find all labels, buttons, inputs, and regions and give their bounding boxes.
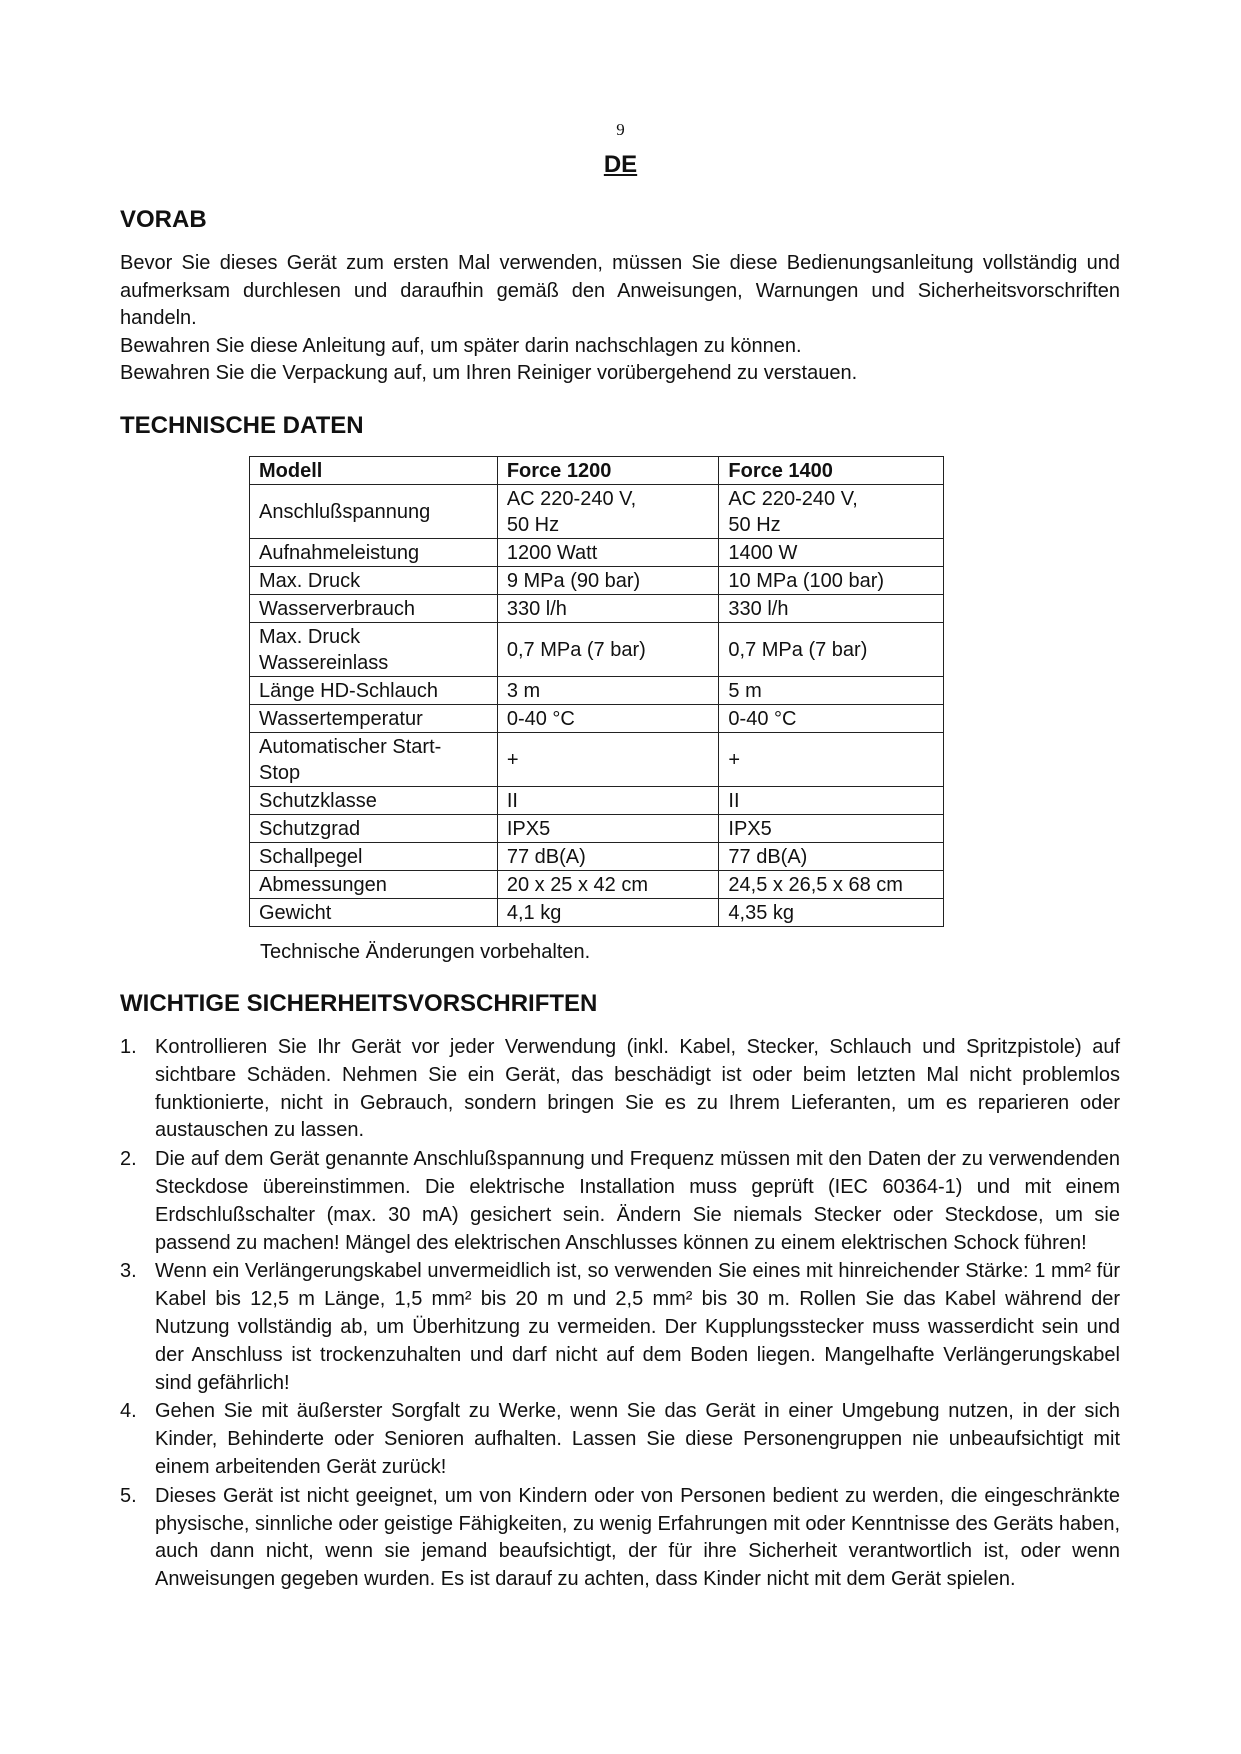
- table-cell: AC 220-240 V, 50 Hz: [497, 485, 719, 539]
- list-item-text: Wenn ein Verlängerungskabel unvermeidlich ist, so verwenden Sie eines mit hinreichender Stärke: 1 mm² für Kabel bis 12,5 m Länge, 1,5 mm² bis 20 m und 2,5 mm² bis 30 m. Rollen Sie das Kabel während der Nutzung vollständig ab, um Überhitzung zu vermeiden. Der Kupplungsstecker muss wasserdicht sein und der Anschluss ist trockenzuhalten und darf nicht auf dem Boden liegen. Mangelhafte Verlängerungskabel sind gefährlich!: [155, 1260, 1120, 1394]
- table-cell: 0,7 MPa (7 bar): [719, 623, 944, 677]
- table-cell: Max. Druck: [250, 567, 498, 595]
- table-cell: 0-40 °C: [497, 705, 719, 733]
- table-row: [250, 623, 944, 677]
- table-cell: 3 m: [497, 677, 719, 705]
- table-cell: 1200 Watt: [497, 539, 719, 567]
- language-code: DE: [603, 151, 638, 178]
- table-cell: 0-40 °C: [719, 705, 944, 733]
- list-item-text: Gehen Sie mit äußerster Sorgfalt zu Werke, wenn Sie das Gerät in einer Umgebung nutzen, in der sich Kinder, Behinderte oder Senioren aufhalten. Lassen Sie diese Personengruppen nie unbeaufsichtigt mit einem arbeitenden Gerät zurück!: [155, 1400, 1120, 1478]
- table-cell: II: [497, 787, 719, 815]
- section-heading-technical: TECHNISCHE DATEN: [120, 412, 364, 439]
- table-row: [250, 899, 944, 927]
- table-header-cell: Force 1200: [497, 457, 719, 485]
- list-item-number: 3.: [120, 1260, 137, 1283]
- intro-text: [120, 250, 1120, 388]
- table-cell: AC 220-240 V, 50 Hz: [719, 485, 944, 539]
- list-item-number: 4.: [120, 1400, 137, 1423]
- safety-list: [120, 1034, 1120, 1595]
- table-cell: II: [719, 787, 944, 815]
- table-cell: 1400 W: [719, 539, 944, 567]
- table-row: [250, 705, 944, 733]
- table-row: [250, 871, 944, 899]
- table-cell: Schutzklasse: [250, 787, 498, 815]
- table-cell: Schallpegel: [250, 843, 498, 871]
- section-heading-safety: WICHTIGE SICHERHEITSVORSCHRIFTEN: [120, 990, 598, 1017]
- table-cell: IPX5: [719, 815, 944, 843]
- list-item-text: Dieses Gerät ist nicht geeignet, um von Kindern oder von Personen bedient zu werden, die eingeschränkte physische, sinnliche oder geistige Fähigkeiten, zu wenig Erfahrungen mit oder Kenntnisse des Geräts haben, auch dann nicht, wenn sie jemand beaufsichtigt, der für ihre Sicherheit verantwortlich ist, oder wenn Anweisungen gegeben wurden. Es ist darauf zu achten, dass Kinder nicht mit dem Gerät spielen.: [155, 1484, 1121, 1591]
- table-cell: 24,5 x 26,5 x 68 cm: [719, 871, 944, 899]
- table-header-cell: Force 1400: [719, 457, 944, 485]
- table-cell: 5 m: [719, 677, 944, 705]
- table-cell: 10 MPa (100 bar): [719, 567, 944, 595]
- list-item: [120, 1034, 1120, 1145]
- list-item-text: Kontrollieren Sie Ihr Gerät vor jeder Verwendung (inkl. Kabel, Stecker, Schlauch und Spritzpistole) auf sichtbare Schäden. Nehmen Sie ein Gerät, das beschädigt ist oder beim letzten Mal nicht problemlos funktionierte, nicht in Gebrauch, sondern bringen Sie es zu Ihrem Lieferanten, um es reparieren oder austauschen zu lassen.: [155, 1036, 1120, 1142]
- list-item-number: 5.: [120, 1484, 137, 1507]
- section-heading-vorab: VORAB: [120, 206, 207, 233]
- table-row: [250, 815, 944, 843]
- table-cell: +: [497, 733, 719, 787]
- table-cell: Wassertemperatur: [250, 705, 498, 733]
- list-item: [120, 1398, 1120, 1481]
- table-cell: Schutzgrad: [250, 815, 498, 843]
- table-cell: 4,1 kg: [497, 899, 719, 927]
- table-cell: 9 MPa (90 bar): [497, 567, 719, 595]
- list-item: [120, 1483, 1120, 1594]
- table-row: [250, 733, 944, 787]
- table-row: [250, 843, 944, 871]
- table-cell: Wasserverbrauch: [250, 595, 498, 623]
- list-item-number: 1.: [120, 1036, 137, 1058]
- table-cell: IPX5: [497, 815, 719, 843]
- table-cell: 77 dB(A): [719, 843, 944, 871]
- page-number: 9: [616, 120, 625, 139]
- table-row: [250, 485, 944, 539]
- table-cell: 20 x 25 x 42 cm: [497, 871, 719, 899]
- list-item-text: Die auf dem Gerät genannte Anschlußspannung und Frequenz müssen mit den Daten der zu verwendenden Steckdose übereinstimmen. Die elektrische Installation muss geprüft (IEC 60364-1) und mit einem Erdschlußschalter (max. 30 mA) gesichert sein. Ändern Sie niemals Stecker oder Steckdose, um sie passend zu machen! Mängel des elektrischen Anschlusses können zu einem elektrischen Schock führen!: [155, 1148, 1120, 1254]
- intro-paragraph: Bewahren Sie diese Anleitung auf, um später darin nachschlagen zu können.: [120, 334, 802, 357]
- table-cell: Max. Druck Wassereinlass: [250, 623, 498, 677]
- table-cell: 77 dB(A): [497, 843, 719, 871]
- intro-paragraph: Bewahren Sie die Verpackung auf, um Ihren Reiniger vorübergehend zu verstauen.: [120, 362, 858, 384]
- table-cell: Abmessungen: [250, 871, 498, 899]
- intro-paragraph: Bevor Sie dieses Gerät zum ersten Mal verwenden, müssen Sie diese Bedienungsanleitung vollständig und aufmerksam durchlesen und daraufhin gemäß den Anweisungen, Warnungen und Sicherheitsvorschriften handeln.: [120, 252, 1120, 329]
- table-cell: 330 l/h: [719, 595, 944, 623]
- list-item: [120, 1146, 1120, 1257]
- table-row: [250, 677, 944, 705]
- table-cell: Automatischer Start- Stop: [250, 733, 498, 787]
- technical-note: Technische Änderungen vorbehalten.: [260, 941, 591, 963]
- list-item: [120, 1258, 1120, 1397]
- spec-table: [249, 456, 944, 927]
- table-row: [250, 595, 944, 623]
- table-cell: Länge HD-Schlauch: [250, 677, 498, 705]
- table-cell: 4,35 kg: [719, 899, 944, 927]
- table-cell: 0,7 MPa (7 bar): [497, 623, 719, 677]
- table-cell: +: [719, 733, 944, 787]
- table-cell: Aufnahmeleistung: [250, 539, 498, 567]
- table-row: [250, 567, 944, 595]
- list-item-number: 2.: [120, 1148, 137, 1171]
- table-header-cell: Modell: [250, 457, 498, 485]
- table-cell: Gewicht: [250, 899, 498, 927]
- table-row: [250, 539, 944, 567]
- table-header-row: [250, 457, 944, 485]
- table-row: [250, 787, 944, 815]
- table-cell: Anschlußspannung: [250, 485, 498, 539]
- table-cell: 330 l/h: [497, 595, 719, 623]
